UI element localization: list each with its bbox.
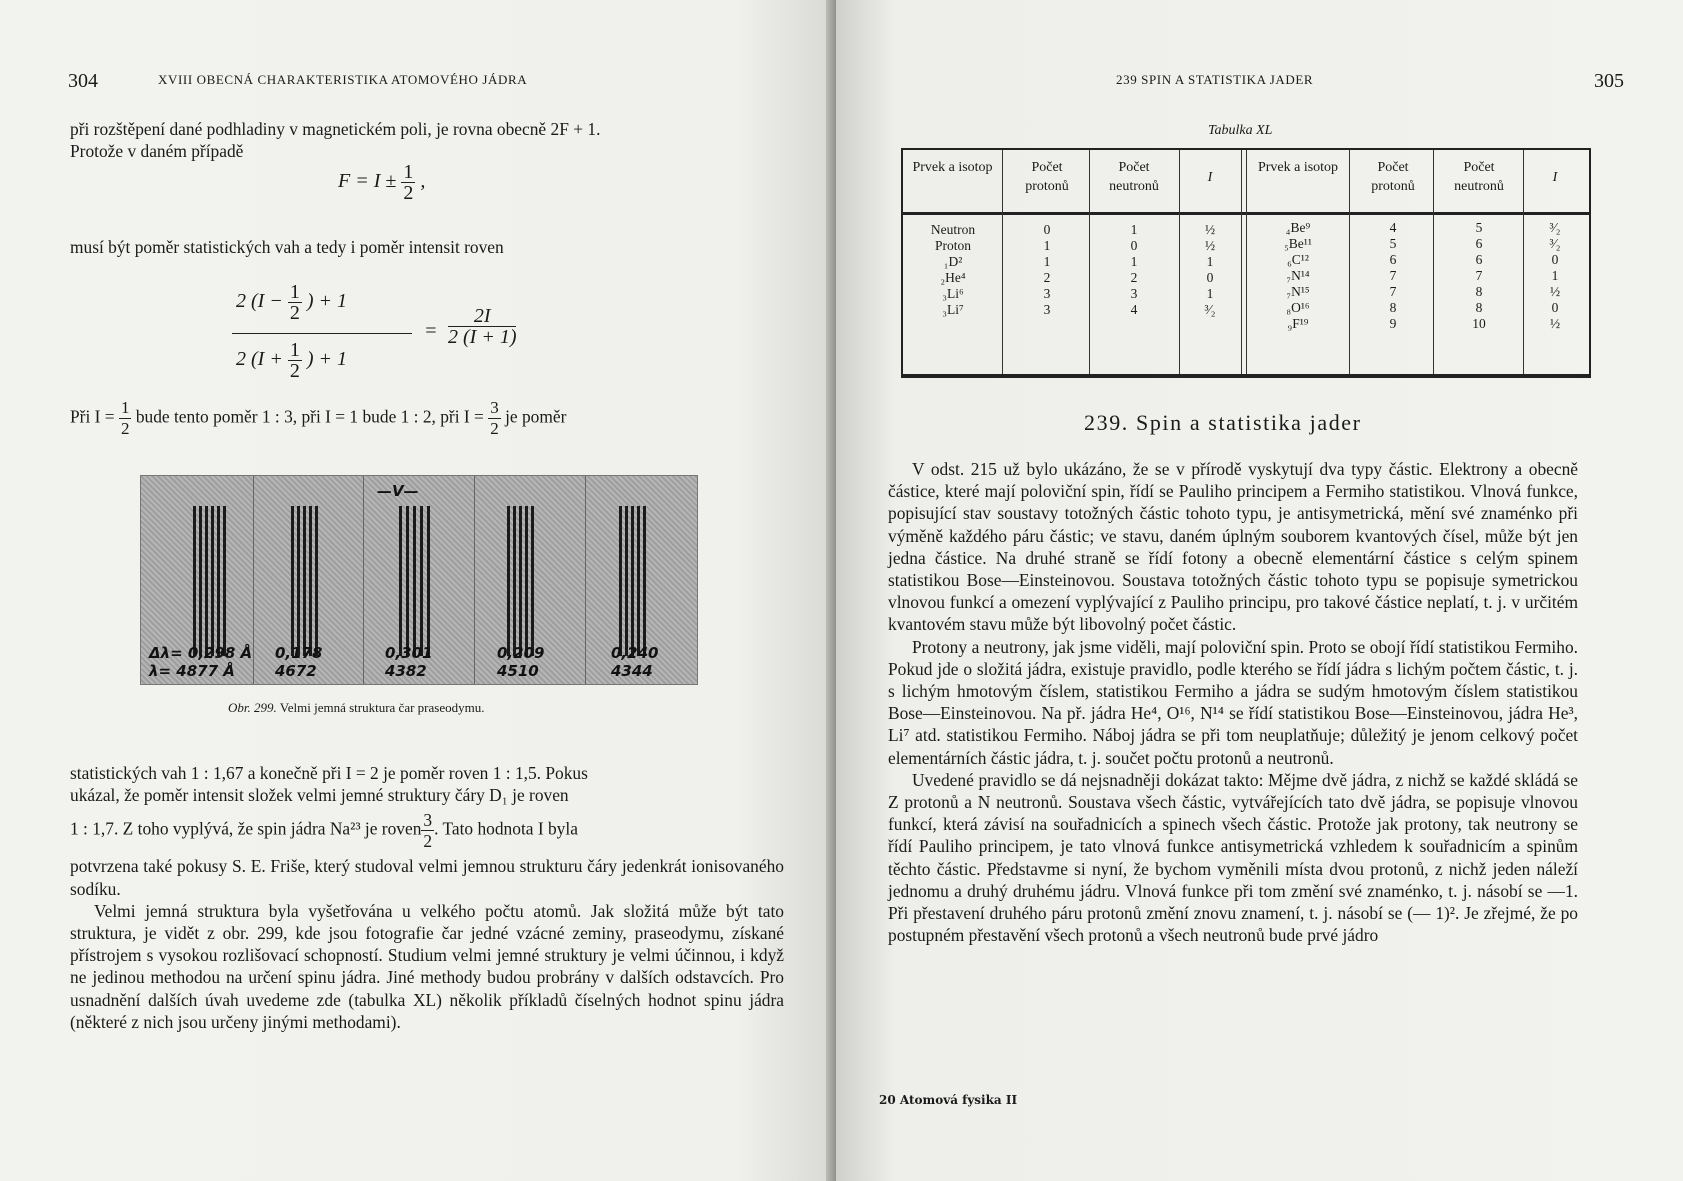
table-cell: ₁D² <box>943 254 963 269</box>
figure-label: 4344 <box>611 662 653 680</box>
eq-lhs: F = I ± <box>338 170 397 193</box>
section-title: 239. Spin a statistika jader <box>1084 410 1362 435</box>
numerator: 3 <box>423 810 433 831</box>
column-rule <box>1349 150 1350 374</box>
table-column <box>1247 220 1349 332</box>
figure-label: 0,178 <box>275 644 323 662</box>
numerator: 1 <box>289 339 300 361</box>
table-cell: ³⁄₂ <box>1549 236 1561 251</box>
table-header: Počet neutronů <box>1454 160 1504 194</box>
figure-label: 4382 <box>385 662 427 680</box>
fraction <box>288 340 302 381</box>
table-cell: ₇N¹⁵ <box>1286 284 1310 299</box>
equation-ratio-numerator <box>236 282 347 323</box>
eq-part: ) + 1 <box>306 348 347 371</box>
figure-caption <box>228 700 484 716</box>
fraction <box>401 162 415 203</box>
table-cell: 9 <box>1389 316 1397 331</box>
column-rule <box>1179 150 1180 374</box>
equation-ratio-rhs <box>448 306 516 347</box>
figure-label: λ= 4877 Å <box>149 662 235 680</box>
text-part: 1 : 1,7. Z toho vyplývá, že spin jádra Na²³ je roven <box>70 818 422 839</box>
eq-part: ) + 1 <box>306 290 347 313</box>
segment-divider <box>585 476 586 684</box>
table-cell: 2 <box>1130 270 1138 285</box>
table-title: Tabulka XL <box>1208 123 1273 138</box>
table-header: I <box>1207 170 1213 185</box>
table-cell: ₈O¹⁶ <box>1286 300 1310 315</box>
table-column <box>1361 220 1425 332</box>
spectral-line-group <box>507 506 547 656</box>
figure-label: 0,240 <box>611 644 659 662</box>
text-block: Uvedené pravidlo se dá nejsnadněji dokázat takto: Mějme dvě jádra, z nichž se každé skládá se Z protonů a N neutronů. Soustava všech částic, vytvářejících tato dvě jádra, se popisuje vlnovou funkcí, která závisí na souřadnicích a spinech všech částic. Protože jak protony, tak neutrony se řídí Pauliho principem, je tato vlnová funkce antisymetrická vzhledem k souřadnicím a spinům těchto částic. Představme si nyní, že bychom vyměnili místa dvou protonů, z nichž jeden náleží jednomu a druhý druhému jádru. Vlnová funkce při tom změní své znaménko, t. j. násobí se —1. Při přestavení druhého páru protonů změní znovu znamení, t. j. násobí se (— 1)². Je zřejmé, že po postupném přestavění všech protonů a všech neutronů bude prvé jádro <box>888 769 1578 946</box>
denominator: 2 <box>289 360 300 382</box>
table-cell: ₃Li⁷ <box>942 302 964 317</box>
figure-label: 4672 <box>275 662 317 680</box>
numerator: 1 <box>120 398 130 417</box>
page-number: 304 <box>68 70 98 92</box>
text-block: V odst. 215 už bylo ukázáno, že se v přírodě vyskytují dva typy částic. Elektrony a obecně částice, které mají poloviční spin, řídí se Pauliho principem a Fermiho statistikou. Vlnová funkce, popisující stav soustavy totožných částic tohoto typu, je antisymetrická, mění své znaménko při výměně každého páru částic; ve stavu, daném úplným souborem kvantových čísel, může být jen jedna částice. Na druhé straně se řídí fotony a obecně elementární částice s celým spinem statistikou Bose—Einsteinovou. Soustava totožných částic tohoto typu se popisuje symetrickou vlnovou funkcí a omezení vyplývající z Pauliho principu, pro takové částice neplatí, t. j. v určitém kvantovém stavu může být libovolný počet částic. <box>888 459 1578 635</box>
figure-label: 4510 <box>497 662 539 680</box>
table-cell: 1 <box>1551 268 1559 283</box>
table-cell: 8 <box>1475 300 1483 315</box>
text-part: je poměr <box>505 406 567 427</box>
spectrum-photograph <box>140 475 698 685</box>
table-cell: ³⁄₂ <box>1549 220 1561 235</box>
table-cell: 6 <box>1475 236 1483 251</box>
table-cell: ³⁄₂ <box>1204 302 1216 317</box>
table-cell: 7 <box>1389 268 1397 283</box>
table-cell: 0 <box>1551 300 1559 315</box>
table-header: Počet protonů <box>1371 160 1415 194</box>
equation-ratio-denominator <box>236 340 347 381</box>
table-header: Prvek a isotop <box>912 160 993 175</box>
eq-part: 2 (I + <box>236 348 283 371</box>
text-line <box>70 810 784 851</box>
table-column <box>1093 222 1175 318</box>
segment-divider <box>363 476 364 684</box>
spectral-line-group <box>291 506 331 656</box>
table-cell: 3 <box>1130 286 1138 301</box>
column-rule <box>1002 150 1003 374</box>
spectral-line-group <box>619 506 659 656</box>
denominator: 2 (I + 1) <box>448 326 517 348</box>
text-line: při rozštěpení dané podhladiny v magnetickém poli, je rovna obecně 2F + 1. <box>70 119 601 139</box>
eq-part: 2 (I − <box>236 290 283 313</box>
table-cell: ½ <box>1549 316 1561 331</box>
fraction <box>288 282 302 323</box>
equation-f <box>338 162 425 203</box>
table-cell: 0 <box>1206 270 1214 285</box>
table-cell: 7 <box>1475 268 1483 283</box>
isotope-spin-table <box>901 148 1591 378</box>
table-cell: 6 <box>1389 252 1397 267</box>
table-cell: ₆C¹² <box>1287 252 1309 267</box>
table-cell: ½ <box>1549 284 1561 299</box>
table-cell: 6 <box>1475 252 1483 267</box>
table-cell: 3 <box>1043 302 1051 317</box>
paragraph-intro <box>70 118 780 162</box>
text-line: Protože v daném případě <box>70 141 244 162</box>
table-cell: 1 <box>1206 254 1214 269</box>
fraction <box>488 398 501 439</box>
table-header: Počet neutronů <box>1109 160 1159 194</box>
running-head: 239 SPIN A STATISTIKA JADER <box>1116 72 1314 87</box>
denominator: 2 <box>120 419 130 438</box>
table-cell: 2 <box>1043 270 1051 285</box>
table-cell: 7 <box>1389 284 1397 299</box>
table-cell: ₂He⁴ <box>940 270 966 285</box>
table-cell: ½ <box>1204 238 1216 253</box>
table-cell: ₇N¹⁴ <box>1286 268 1310 283</box>
table-cell: ₅Be¹¹ <box>1284 236 1312 251</box>
numerator: 2I <box>448 306 516 327</box>
table-cell: 1 <box>1130 254 1138 269</box>
right-body-text <box>888 458 1578 946</box>
figure-label: 0,209 <box>497 644 545 662</box>
text-part: . Tato hodnota I byla <box>434 818 578 839</box>
text-block: potvrzena také pokusy S. E. Friše, který studoval velmi jemnou strukturu čáry jedenkrát ionisovaného sodíku. <box>70 856 784 899</box>
column-rule <box>1523 150 1524 374</box>
page-footer: 20 Atomová fysika II <box>879 1093 1018 1107</box>
table-cell: 0 <box>1043 222 1051 237</box>
table-cell: 1 <box>1206 286 1214 301</box>
table-cell: 4 <box>1130 302 1138 317</box>
table-header: Prvek a isotop <box>1257 160 1339 175</box>
table-cell: 1 <box>1130 222 1138 237</box>
table-column <box>1181 222 1239 318</box>
figure-label: 0,301 <box>385 644 433 662</box>
numerator: 1 <box>403 161 414 183</box>
running-head: XVIII OBECNÁ CHARAKTERISTIKA ATOMOVÉHO JÁDRA <box>158 72 528 87</box>
page-number: 305 <box>1594 70 1624 92</box>
paragraph-cases <box>70 398 790 439</box>
table-column <box>907 222 999 318</box>
text-block: Protony a neutrony, jak jsme viděli, mají poloviční spin. Proto se obojí řídí statistikou Fermiho. Pokud jde o složitá jádra, existuje pravidlo, podle kterého se řídí jádra s lichým počtem částic, t. j. s lichým hmotovým číslem, statistikou Fermiho a jádra se sudým hmotovým číslem statistikou Bose—Einsteinovou. Na př. jádra He⁴, O¹⁶, N¹⁴ se řídí statistikou Bose—Einsteinovou, jádra He³, Li⁷ atd. statistikou Fermiho. Náboj jádra se při tom neuplatňuje; důležitý je jenom celkový počet elementárních částic jádra, t. j. součet počtu protonů a neutronů. <box>888 636 1578 768</box>
table-cell: ₃Li⁶ <box>942 286 964 301</box>
text-line: statistických vah 1 : 1,67 a konečně při I = 2 je poměr roven 1 : 1,5. Pokus <box>70 763 588 783</box>
spectral-line-group <box>399 506 439 656</box>
fraction <box>119 398 132 439</box>
table-cell: 3 <box>1043 286 1051 301</box>
table-header: I <box>1552 170 1558 185</box>
figure-label: Δλ= 0,298 Å <box>149 644 253 662</box>
figure-marker: —V— <box>377 482 419 500</box>
eq-tail: , <box>420 170 426 193</box>
table-cell: ₄Be⁹ <box>1285 220 1311 235</box>
fraction-bar <box>232 333 412 334</box>
paragraph-ratio <box>70 236 780 258</box>
table-cell: 10 <box>1472 316 1486 331</box>
table-cell: 5 <box>1475 220 1483 235</box>
column-rule <box>1089 150 1090 374</box>
table-column <box>1015 222 1079 318</box>
equation-ratio-eq: = <box>424 320 438 342</box>
table-cell: 4 <box>1389 220 1397 235</box>
table-cell: Neutron <box>930 222 976 237</box>
text-part: Při I = <box>70 406 115 427</box>
fraction <box>448 306 516 347</box>
denominator: 2 <box>423 831 433 852</box>
table-column <box>1437 220 1521 332</box>
table-cell: Proton <box>934 238 971 253</box>
segment-divider <box>253 476 254 684</box>
table-header: Počet protonů <box>1025 160 1069 194</box>
caption-text: Velmi jemná struktura čar praseodymu. <box>279 700 485 715</box>
paragraph-sodium <box>70 762 784 1033</box>
table-cell: 5 <box>1389 236 1397 251</box>
table-cell: 1 <box>1043 254 1051 269</box>
table-cell: ₉F¹⁹ <box>1287 316 1309 331</box>
caption-number: Obr. 299. <box>228 700 277 715</box>
fraction <box>421 810 434 851</box>
table-cell: 0 <box>1551 252 1559 267</box>
table-cell: 8 <box>1389 300 1397 315</box>
text-line: ukázal, že poměr intensit složek velmi jemné struktury čáry D₁ je roven <box>70 785 569 806</box>
segment-divider <box>474 476 475 684</box>
table-cell: 8 <box>1475 284 1483 299</box>
numerator: 1 <box>289 281 300 303</box>
text-line: musí být poměr statistických vah a tedy i poměr intensit roven <box>70 237 504 257</box>
denominator: 2 <box>289 302 300 324</box>
text-block: Velmi jemná struktura byla vyšetřována u velkého počtu atomů. Jak složitá může být tato struktura, je vidět z obr. 299, kde jsou fotografie čar jedné vzácné zeminy, praseodymu, získané přístrojem s vysokou rozlišovací schopností. Studium velmi jemné struktury je velmi účinnou, i když ne jedinou methodou na určení spinu jádra. Jiné methody budou probrány v dalších odstavcích. Pro usnadnění dalších úvah uvedeme zde (tabulka XL) několik příkladů číselných hodnot spinu jádra (některé z nich jsou určeny jinými methodami). <box>70 900 784 1032</box>
spectral-line-group <box>193 506 233 656</box>
left-page <box>0 0 836 1181</box>
denominator: 2 <box>403 182 414 204</box>
table-column <box>1525 220 1585 332</box>
table-cell: 1 <box>1043 238 1051 253</box>
table-cell: ½ <box>1204 222 1216 237</box>
denominator: 2 <box>490 419 499 438</box>
text-part: bude tento poměr 1 : 3, při I = 1 bude 1 : 2, při I = <box>135 406 484 427</box>
column-rule <box>1433 150 1434 374</box>
table-cell: 0 <box>1130 238 1138 253</box>
numerator: 3 <box>490 398 499 417</box>
